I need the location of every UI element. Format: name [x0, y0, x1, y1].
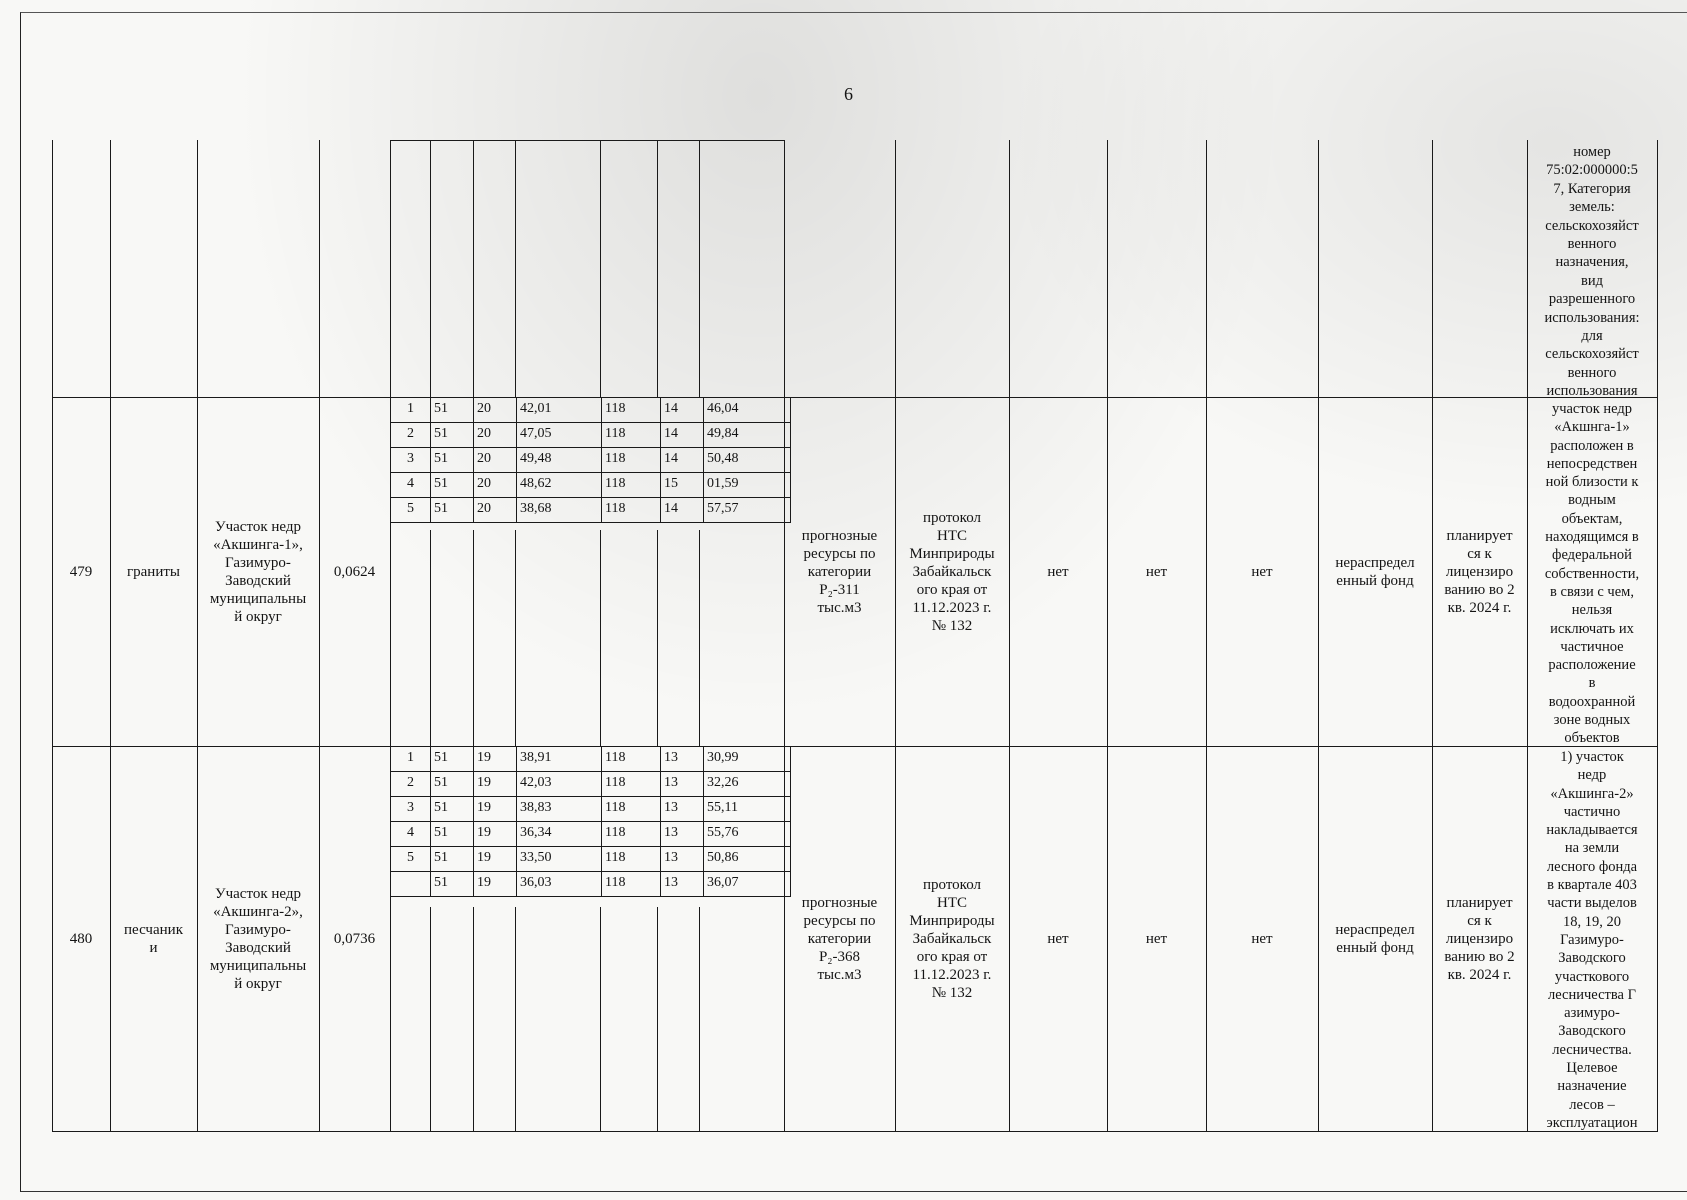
lat-seconds: 38,83	[517, 797, 602, 822]
coord-divider	[600, 530, 601, 746]
point-number: 2	[391, 423, 431, 448]
coord-divider	[430, 907, 431, 1131]
point-number: 4	[391, 473, 431, 498]
lat-minutes: 19	[474, 747, 517, 772]
site-area: 0,0736	[333, 931, 376, 947]
resources: прогнозные ресурсы по категории P₂-311 тыс.м3	[801, 528, 878, 616]
licensing-plan: планирует ся к лицензиро ванию во 2 кв. 2024 г.	[1444, 528, 1515, 616]
lon-minutes: 14	[661, 498, 704, 523]
point-number: 5	[391, 847, 431, 872]
coord-divider	[600, 907, 601, 1131]
lon-minutes: 14	[661, 448, 704, 473]
lon-minutes: 13	[661, 872, 704, 897]
lat-seconds: 38,68	[517, 498, 602, 523]
coord-divider	[699, 907, 700, 1131]
coordinate-row	[391, 747, 791, 772]
lon-degrees: 118	[602, 747, 661, 772]
row-number: 480	[69, 931, 93, 947]
point-number: 4	[391, 822, 431, 847]
coord-divider	[600, 140, 601, 398]
coordinate-row	[391, 872, 791, 897]
lat-seconds: 36,03	[517, 872, 602, 897]
coord-divider	[699, 530, 700, 746]
coordinate-row	[391, 822, 791, 847]
lon-seconds: 50,86	[704, 847, 791, 872]
lat-degrees: 51	[431, 398, 474, 423]
lon-seconds: 50,48	[704, 448, 791, 473]
coordinates-body-479	[391, 398, 791, 523]
lon-degrees: 118	[602, 448, 661, 473]
lat-degrees: 51	[431, 797, 474, 822]
coord-divider	[473, 907, 474, 1131]
lat-degrees: 51	[431, 747, 474, 772]
lon-seconds: 30,99	[704, 747, 791, 772]
lat-degrees: 51	[431, 847, 474, 872]
coord-divider	[657, 907, 658, 1131]
coordinates-table	[390, 397, 791, 523]
point-number: 2	[391, 772, 431, 797]
lon-minutes: 14	[661, 398, 704, 423]
lon-minutes: 13	[661, 772, 704, 797]
flag-a: нет	[1047, 931, 1069, 947]
lat-degrees: 51	[431, 772, 474, 797]
lon-minutes: 13	[661, 847, 704, 872]
lat-degrees: 51	[431, 872, 474, 897]
point-number: 1	[391, 747, 431, 772]
point-number	[391, 872, 431, 897]
coord-box-top	[390, 140, 784, 141]
lat-seconds: 36,34	[517, 822, 602, 847]
lat-minutes: 20	[474, 398, 517, 423]
mineral-type: песчаник и	[124, 922, 183, 956]
lon-minutes: 13	[661, 797, 704, 822]
coord-divider	[473, 530, 474, 746]
coordinate-row	[391, 448, 791, 473]
coordinate-row	[391, 797, 791, 822]
lon-degrees: 118	[602, 398, 661, 423]
lat-minutes: 19	[474, 797, 517, 822]
licensing-plan: планирует ся к лицензиро ванию во 2 кв. 2024 г.	[1444, 895, 1515, 983]
flag-b: нет	[1145, 564, 1168, 580]
mineral-type: граниты	[127, 564, 180, 580]
flag-a: нет	[1047, 564, 1069, 580]
lat-seconds: 48,62	[517, 473, 602, 498]
flag-c: нет	[1251, 931, 1273, 947]
lat-degrees: 51	[431, 448, 474, 473]
fund-status: нераспредел енный фонд	[1335, 922, 1415, 956]
lon-degrees: 118	[602, 872, 661, 897]
lon-minutes: 15	[661, 473, 704, 498]
resources: прогнозные ресурсы по категории P₂-368 тыс.м3	[801, 895, 878, 983]
lon-minutes: 13	[661, 822, 704, 847]
site-name: Участок недр «Акшинга-1», Газимуро- Заводский муниципальны й округ	[209, 519, 307, 625]
lat-seconds: 38,91	[517, 747, 602, 772]
coordinates-table	[390, 746, 791, 897]
site-area: 0,0624	[333, 564, 376, 580]
lon-seconds: 46,04	[704, 398, 791, 423]
lat-minutes: 20	[474, 498, 517, 523]
lon-seconds: 36,07	[704, 872, 791, 897]
coordinate-row	[391, 473, 791, 498]
lat-minutes: 19	[474, 872, 517, 897]
lon-degrees: 118	[602, 797, 661, 822]
column-divider	[1527, 140, 1528, 1132]
row-separator	[52, 1131, 1657, 1132]
coordinates-body-480	[391, 747, 791, 897]
coordinate-row	[391, 498, 791, 523]
lat-degrees: 51	[431, 423, 474, 448]
lon-degrees: 118	[602, 847, 661, 872]
lon-degrees: 118	[602, 423, 661, 448]
lon-seconds: 55,11	[704, 797, 791, 822]
lat-seconds: 42,03	[517, 772, 602, 797]
coord-divider	[515, 140, 516, 398]
protocol: протокол НТС Минприроды Забайкальск ого края от 11.12.2023 г. № 132	[909, 510, 995, 634]
lon-seconds: 55,76	[704, 822, 791, 847]
lat-degrees: 51	[431, 473, 474, 498]
lat-minutes: 19	[474, 772, 517, 797]
remark: 1) участок недр «Акшинга-2» частично накладывается на земли лесного фонда в квартале 403 части выделов 18, 19, 20 Газимуро- Заводского участкового лесничества Г азимуро- Заводского лесничества. Целевое назначение лесов – эксплуатацион	[1546, 749, 1638, 1131]
coord-divider	[657, 530, 658, 746]
coordinate-row	[391, 847, 791, 872]
point-number: 1	[391, 398, 431, 423]
coord-divider	[699, 140, 700, 398]
lon-seconds: 01,59	[704, 473, 791, 498]
lat-seconds: 47,05	[517, 423, 602, 448]
continued-remark: номер 75:02:000000:5 7, Категория земель: сельскохозяйст венного назначения, вид разрешенного использования: для сельскохозяйст венного использования	[1544, 144, 1640, 400]
point-number: 3	[391, 797, 431, 822]
coord-divider	[657, 140, 658, 398]
coord-divider	[515, 530, 516, 746]
coord-divider	[473, 140, 474, 398]
lon-minutes: 14	[661, 423, 704, 448]
point-number: 3	[391, 448, 431, 473]
coordinate-row	[391, 423, 791, 448]
lon-seconds: 57,57	[704, 498, 791, 523]
lat-minutes: 20	[474, 423, 517, 448]
remark: участок недр «Акшнга-1» расположен в непосредствен ной близости к водным объектам, находящимся в федеральной собственности, в связи с чем, нельзя исключать их частичное расположение в водоохранной зоне водных объектов	[1544, 401, 1640, 747]
coord-divider	[430, 140, 431, 398]
site-name: Участок недр «Акшинга-2», Газимуро- Заводский муниципальны й округ	[209, 886, 307, 992]
lon-minutes: 13	[661, 747, 704, 772]
column-divider	[1657, 140, 1658, 1132]
lat-seconds: 42,01	[517, 398, 602, 423]
row-number: 479	[69, 564, 93, 580]
page-number: 6	[844, 84, 853, 104]
coord-divider	[515, 907, 516, 1131]
lon-degrees: 118	[602, 473, 661, 498]
lat-minutes: 19	[474, 847, 517, 872]
lat-seconds: 33,50	[517, 847, 602, 872]
lon-degrees: 118	[602, 498, 661, 523]
lat-degrees: 51	[431, 822, 474, 847]
coord-divider	[430, 530, 431, 746]
flag-b: нет	[1145, 931, 1168, 947]
flag-c: нет	[1251, 564, 1273, 580]
column-divider	[390, 140, 391, 1132]
lon-degrees: 118	[602, 822, 661, 847]
lat-minutes: 19	[474, 822, 517, 847]
coordinate-row	[391, 772, 791, 797]
lat-degrees: 51	[431, 498, 474, 523]
protocol: протокол НТС Минприроды Забайкальск ого края от 11.12.2023 г. № 132	[909, 877, 995, 1001]
lat-minutes: 20	[474, 448, 517, 473]
coordinate-row	[391, 398, 791, 423]
point-number: 5	[391, 498, 431, 523]
lon-seconds: 49,84	[704, 423, 791, 448]
lat-seconds: 49,48	[517, 448, 602, 473]
lon-seconds: 32,26	[704, 772, 791, 797]
lon-degrees: 118	[602, 772, 661, 797]
fund-status: нераспредел енный фонд	[1335, 555, 1415, 589]
lat-minutes: 20	[474, 473, 517, 498]
